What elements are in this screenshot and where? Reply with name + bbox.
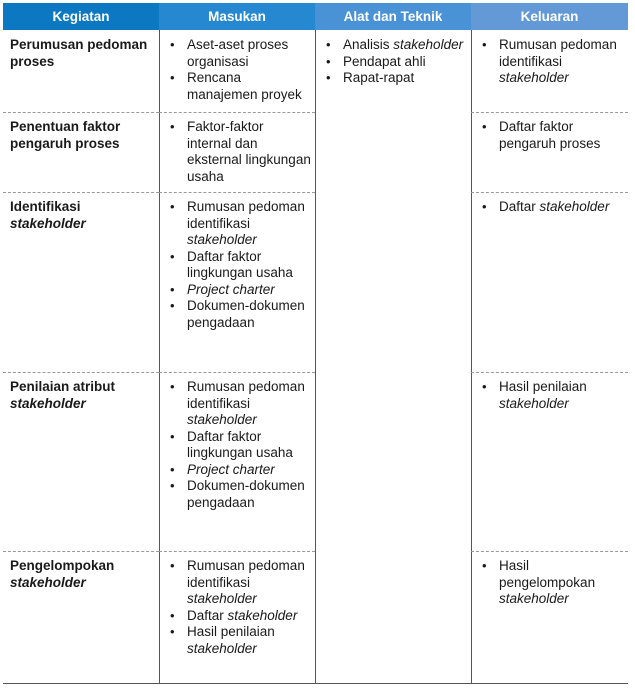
list-item: [479, 119, 624, 152]
text-segment: Penilaian atribut: [10, 379, 116, 394]
bullet-list: [167, 119, 311, 185]
italic-term: stakeholder: [499, 395, 569, 411]
text-segment: Daftar: [499, 199, 540, 214]
inputs-cell: [159, 192, 315, 331]
text-segment: Rencana manajemen proyek: [187, 70, 302, 102]
bullet-list: [479, 199, 624, 216]
table-row: [3, 30, 628, 112]
list-item: [167, 199, 311, 249]
text-segment: Dokumen-dokumen pengadaan: [187, 298, 305, 330]
bullet-list: [479, 37, 624, 87]
text-segment: Daftar: [187, 607, 228, 623]
list-item: [167, 478, 311, 511]
activity-cell: [3, 192, 159, 232]
text-segment: Aset-aset proses organisasi: [187, 37, 289, 69]
italic-term: stakeholder: [10, 574, 86, 590]
bullet-list: [479, 119, 624, 152]
italic-term: stakeholder: [187, 232, 257, 247]
outputs-cell: [471, 192, 628, 216]
text-segment: Rumusan pedoman identifikasi: [499, 37, 617, 69]
text-segment: Penentuan faktor pengaruh proses: [10, 119, 121, 151]
list-item: [167, 37, 311, 70]
outputs-cell: [471, 112, 628, 152]
table-row: [3, 192, 628, 372]
text-segment: Daftar faktor lingkungan usaha: [187, 428, 293, 460]
list-item: [167, 379, 311, 429]
inputs-cell: [159, 30, 315, 103]
list-item: [479, 37, 624, 87]
text-segment: Daftar faktor pengaruh proses: [499, 119, 601, 151]
italic-term: stakeholder: [10, 395, 86, 411]
italic-term: stakeholder: [393, 37, 464, 52]
list-item: [167, 282, 311, 299]
header-masukan: Masukan: [159, 3, 315, 30]
italic-term: stakeholder: [227, 607, 298, 623]
table-body: [3, 30, 628, 684]
text-segment: Hasil pengelompokan: [499, 558, 596, 590]
header-keluaran: Keluaran: [471, 3, 628, 30]
table-row: [3, 372, 628, 551]
italic-term: stakeholder: [499, 591, 569, 606]
header-kegiatan: Kegiatan: [3, 3, 159, 30]
list-item: [479, 558, 624, 608]
text-segment: Pengelompokan: [10, 558, 115, 573]
italic-term: stakeholder: [187, 412, 257, 427]
activity-cell: [3, 372, 159, 412]
list-item: [479, 199, 624, 216]
activity-cell: [3, 112, 159, 152]
italic-term: Project charter: [187, 461, 275, 477]
text-segment: Faktor-faktor internal dan eksternal lingkungan usaha: [187, 119, 311, 184]
italic-term: stakeholder: [187, 640, 257, 656]
list-item: [167, 462, 311, 479]
text-segment: Daftar faktor lingkungan usaha: [187, 248, 293, 280]
list-item: [167, 429, 311, 462]
list-item: [167, 298, 311, 331]
outputs-cell: [471, 372, 628, 412]
text-segment: Hasil penilaian: [187, 624, 275, 639]
italic-term: stakeholder: [10, 215, 86, 231]
inputs-cell: [159, 112, 315, 185]
list-item: [167, 558, 311, 608]
text-segment: Analisis: [343, 37, 394, 52]
list-item: [479, 379, 624, 412]
list-item: [167, 608, 311, 625]
italic-term: stakeholder: [499, 70, 569, 85]
bullet-list: [479, 379, 624, 412]
text-segment: Rumusan pedoman identifikasi: [187, 558, 305, 590]
text-segment: Hasil penilaian: [499, 379, 587, 394]
list-item: [167, 119, 311, 185]
bullet-list: [167, 199, 311, 331]
bullet-list: [167, 37, 311, 103]
activity-cell: [3, 551, 159, 591]
italic-term: Project charter: [187, 281, 275, 297]
text-segment: Pendapat ahli: [343, 53, 426, 69]
text-segment: Identifikasi: [10, 199, 81, 214]
italic-term: stakeholder: [539, 199, 610, 214]
list-item: [167, 624, 311, 657]
text-segment: Rumusan pedoman identifikasi: [187, 379, 305, 411]
activity-cell: [3, 30, 159, 70]
table-row: [3, 551, 628, 684]
bullet-list: [167, 379, 311, 511]
outputs-cell: [471, 551, 628, 608]
table-row: [3, 112, 628, 192]
activity-table: [3, 3, 628, 684]
header-alat-dan-teknik: Alat dan Teknik: [315, 3, 471, 30]
outputs-cell: [471, 30, 628, 87]
inputs-cell: [159, 372, 315, 511]
text-segment: Dokumen-dokumen pengadaan: [187, 478, 305, 510]
bullet-list: [479, 558, 624, 608]
text-segment: Rapat-rapat: [343, 70, 415, 85]
text-segment: Rumusan pedoman identifikasi: [187, 199, 305, 231]
inputs-cell: [159, 551, 315, 657]
list-item: [167, 249, 311, 282]
table-header: [3, 3, 628, 30]
text-segment: Perumusan pedoman proses: [10, 37, 148, 69]
italic-term: stakeholder: [187, 591, 257, 606]
list-item: [167, 70, 311, 103]
bullet-list: [167, 558, 311, 657]
